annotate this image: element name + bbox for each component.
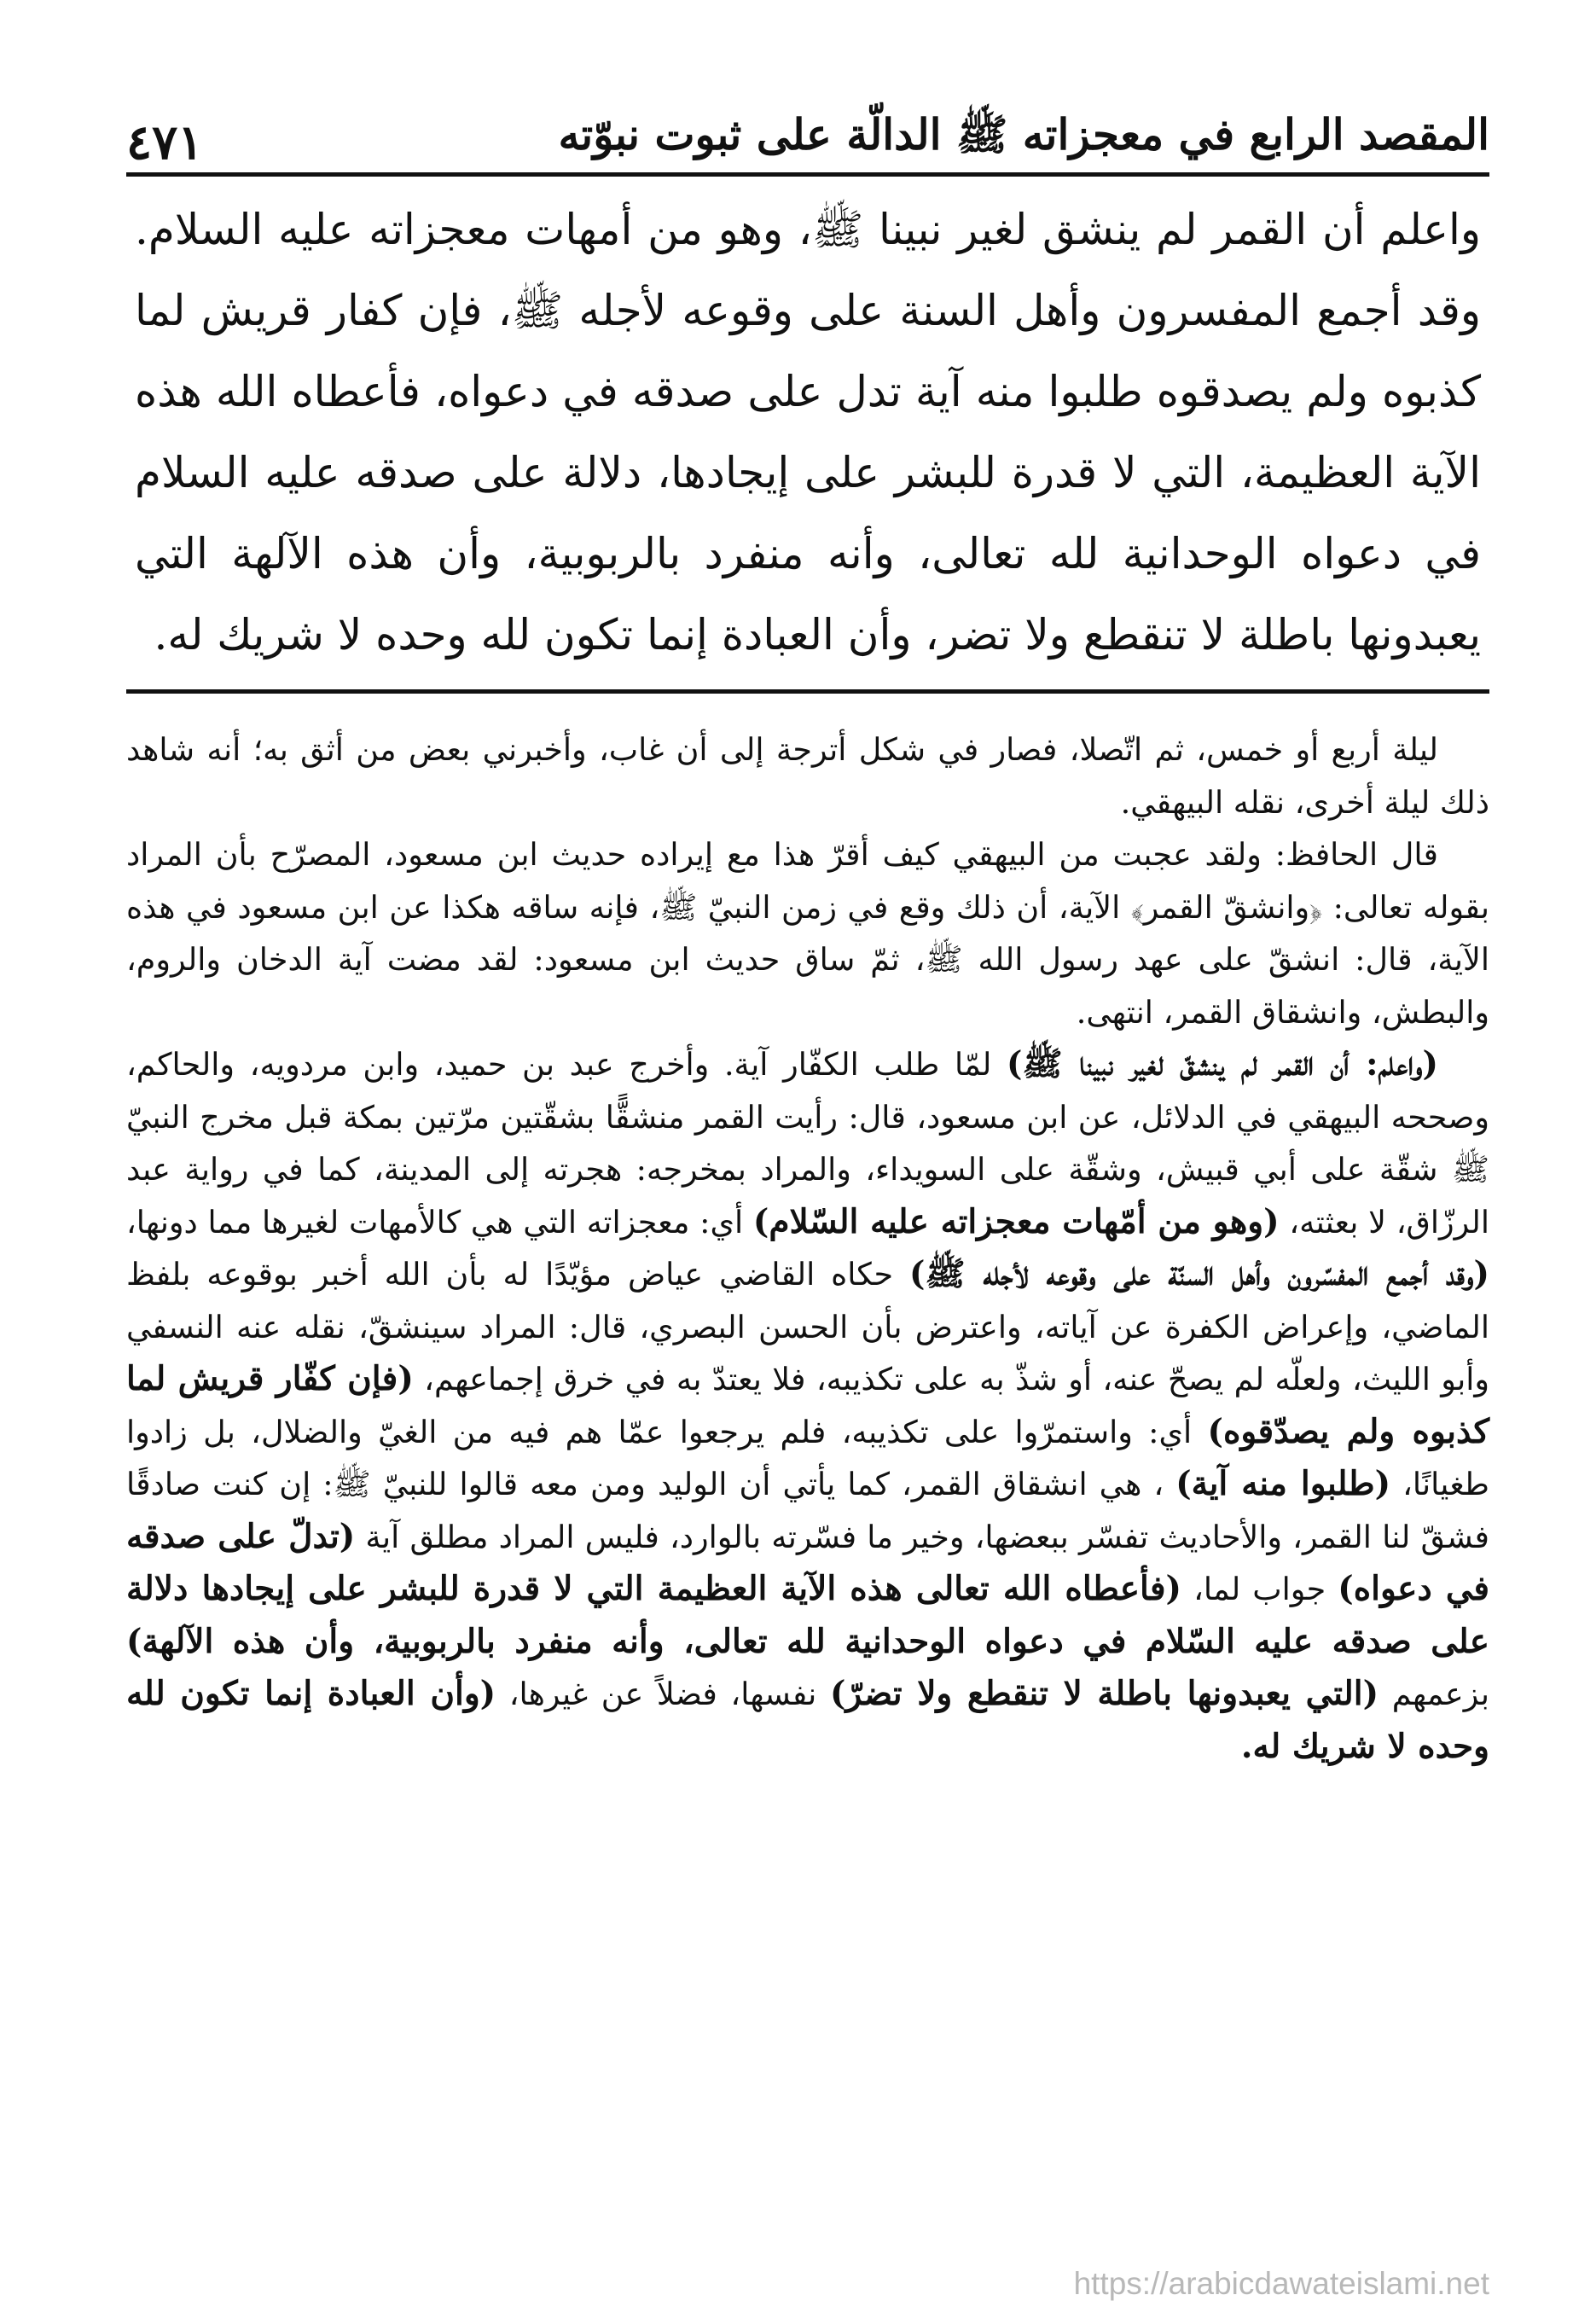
matn-separator-rule (126, 689, 1489, 694)
page-number: ٤٧١ (126, 114, 204, 171)
commentary-segment: لمّا طلب الكفّار آية. وأخرج عبد بن حميد، وابن مردويه، والحاكم، وصححه البيهقي في الدلائل، عن ابن مسعود، قال: رأيت القمر منشقًّا بشقّتين مرّتين بمكة قبل مخرج النبيّ ﷺ شقّة على أبي قبيش، وشقّة على السويداء، والمراد بمخرجه: هجرته إلى المدينة، كما في رواية عبد الرزّاق، لا بعثته، (126, 1046, 1489, 1240)
commentary-segment: بزعمهم (1379, 1676, 1489, 1712)
commentary-segment: نفسها، فضلاً عن غيرها، (496, 1676, 830, 1712)
quoted-matn-segment: (فأعطاه الله تعالى هذه الآية العظيمة التي لا قدرة للبشر على إيجادها دلالة على صدقه عليه السّلام في دعواه الوحدانية لله تعالى، وأنه منفرد بالربوبية، وأن هذه الآلهة) (126, 1569, 1489, 1661)
quoted-matn-segment: (فإن كفّار قريش لما كذبوه ولم يصدّقوه) (126, 1359, 1490, 1451)
commentary-paragraph-2: قال الحافظ: ولقد عجبت من البيهقي كيف أقرّ هذا مع إيراده حديث ابن مسعود، المصرّح بأن المراد بقوله تعالى: ﴿وانشقّ القمر﴾ الآية، أن ذلك وقع في زمن النبيّ ﷺ، فإنه ساقه هكذا عن ابن مسعود في هذه الآية، قال: انشقّ على عهد رسول الله ﷺ، ثمّ ساق حديث ابن مسعود: لقد مضت آية الدخان والروم، والبطش، وانشقاق القمر، انتهى. (126, 836, 1489, 1031)
commentary (126, 723, 1489, 1773)
commentary-paragraph-1: ليلة أربع أو خمس، ثم اتّصلا، فصار في شكل أترجة إلى أن غاب، وأخبرني بعض من أثق به؛ أنه شاهد ذلك ليلة أخرى، نقله البيهقي. (126, 731, 1489, 821)
quoted-matn-segment: (التي يعبدونها باطلة لا تنقطع ولا تضرّ) (829, 1674, 1379, 1713)
page-header (126, 101, 1489, 171)
quoted-matn-segment: (وأن العبادة إنما تكون لله وحده لا شريك له. (126, 1674, 1489, 1766)
watermark-url: https://arabicdawateislami.net (1073, 2266, 1489, 2301)
commentary-segment: ، هي انشقاق القمر، كما يأتي أن الوليد ومن معه قالوا للنبيّ ﷺ: إن كنت صادقًا فشقّ لنا القمر، والأحاديث تفسّر ببعضها، وخير ما فسّرته بالوارد، فليس المراد مطلق آية (126, 1466, 1489, 1555)
quoted-matn-segment: (واعلم: أن القمر لم ينشقّ لغير نبينا ﷺ) (1007, 1044, 1438, 1084)
running-head: المقصد الرابع في معجزاته ﷺ الدالّة على ثبوت نبوّته (558, 109, 1489, 160)
quoted-matn-segment: (طلبوا منه آية) (1175, 1464, 1391, 1503)
commentary-segment: حكاه القاضي عياض مؤيّدًا له بأن الله أخبر بوقوعه بلفظ الماضي، وإعراض الكفرة عن آياته، واعترض بأن الحسن البصري، قال: المراد سينشقّ، نقله عنه النسفي وأبو الليث، ولعلّه لم يصحّ عنه، أو شذّ به على تكذيبه، فلا يعتدّ به في خرق إجماعهم، (126, 1256, 1489, 1397)
commentary-segment: أي: معجزاته التي هي كالأمهات لغيرها مما دونها، (126, 1203, 753, 1240)
quoted-matn-segment: (تدلّ على صدقه في دعواه) (126, 1516, 1490, 1608)
commentary-segment: جواب لما، (1181, 1571, 1338, 1607)
header-rule (126, 172, 1489, 177)
commentary-paragraph-3 (126, 1038, 1489, 1773)
quoted-matn-segment: (وهو من أمّهات معجزاته عليه السّلام) (752, 1201, 1280, 1241)
matn-text: واعلم أن القمر لم ينشق لغير نبينا ﷺ، وهو من أمهات معجزاته عليه السلام. وقد أجمع المفسرون وأهل السنة على وقوعه لأجله ﷺ، فإن كفار قريش لما كذبوه ولم يصدقوه طلبوا منه آية تدل على صدقه في دعواه، فأعطاه الله هذه الآية العظيمة، التي لا قدرة للبشر على إيجادها، دلالة على صدقه عليه السلام في دعواه الوحدانية لله تعالى، وأنه منفرد بالربوبية، وأن هذه الآلهة التي يعبدونها باطلة لا تنقطع ولا تضر، وأن العبادة إنما تكون لله وحده لا شريك له. (135, 205, 1481, 659)
quoted-matn-segment: (وقد أجمع المفسّرون وأهل السنّة على وقوعه لأجله ﷺ) (909, 1254, 1489, 1293)
commentary-segment: أي: واستمرّوا على تكذيبه، فلم يرجعوا عمّا هم فيه من الغيّ والضلال، بل زادوا طغيانًا، (126, 1413, 1489, 1502)
